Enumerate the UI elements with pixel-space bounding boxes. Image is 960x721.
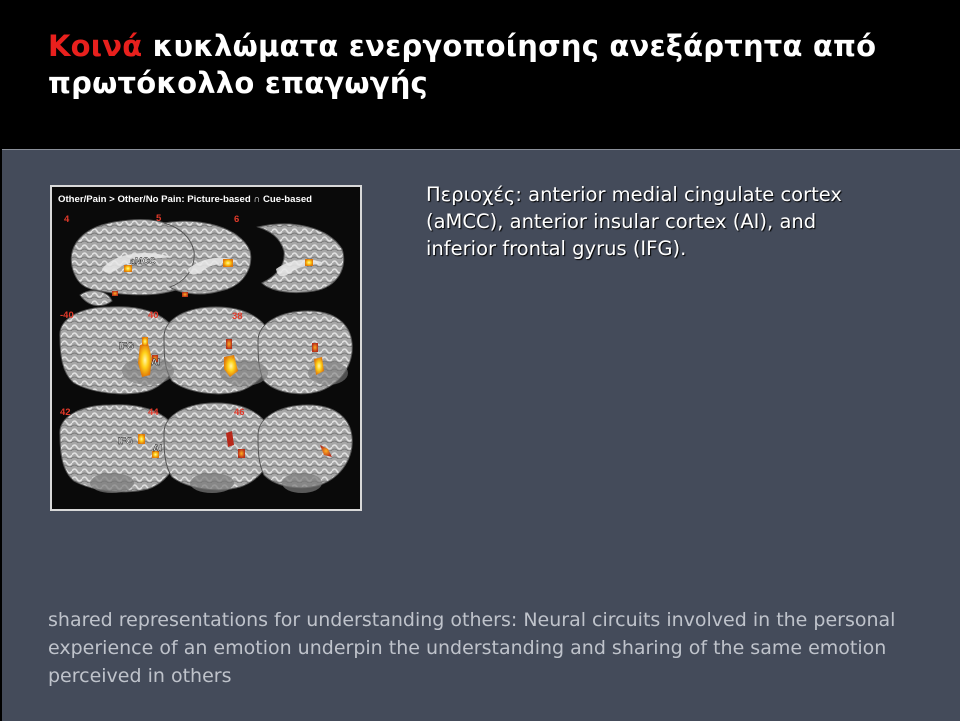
slice-number: 46 [234,407,245,418]
slide-title-accent: Κοινά [48,29,143,63]
label-ifg: IFG [118,436,133,446]
slice-number: 5 [156,213,162,224]
label-amcc: aMCC [130,256,156,266]
slice-number: 4 [64,214,70,225]
slide-title-rest: κυκλώματα ενεργοποίησης ανεξάρτητα από πρωτόκολλο επαγωγής [48,29,877,100]
row2-slices [60,307,352,394]
slice-number: 40 [148,310,159,321]
slice-number: 44 [148,407,159,418]
regions-text: Περιοχές: anterior medial cingulate cortex (aMCC), anterior insular cortex (AI), and inferior frontal gyrus (IFG). [426,183,842,260]
row3-slices [60,403,352,493]
brain-slices-image [52,187,360,509]
label-ifg: IFG [119,341,134,351]
label-ai: AI [151,357,160,367]
row1-slices [71,220,343,306]
slice-number: -40 [60,310,74,321]
slice-number: 42 [60,407,71,418]
footer-text: shared representations for understanding others: Neural circuits involved in the personal experience of an emotion underpin the understanding and sharing of the same emotion perceived in others [48,609,896,687]
slice-number: 6 [234,214,240,225]
figure-header: Other/Pain > Other/No Pain: Picture-based ∩ Cue-based [58,194,313,205]
brain-activation-figure [50,185,362,511]
title-bar [0,0,960,148]
slide-title [48,28,928,102]
label-ai: AI [153,443,162,453]
slice-number: 38 [232,311,243,322]
